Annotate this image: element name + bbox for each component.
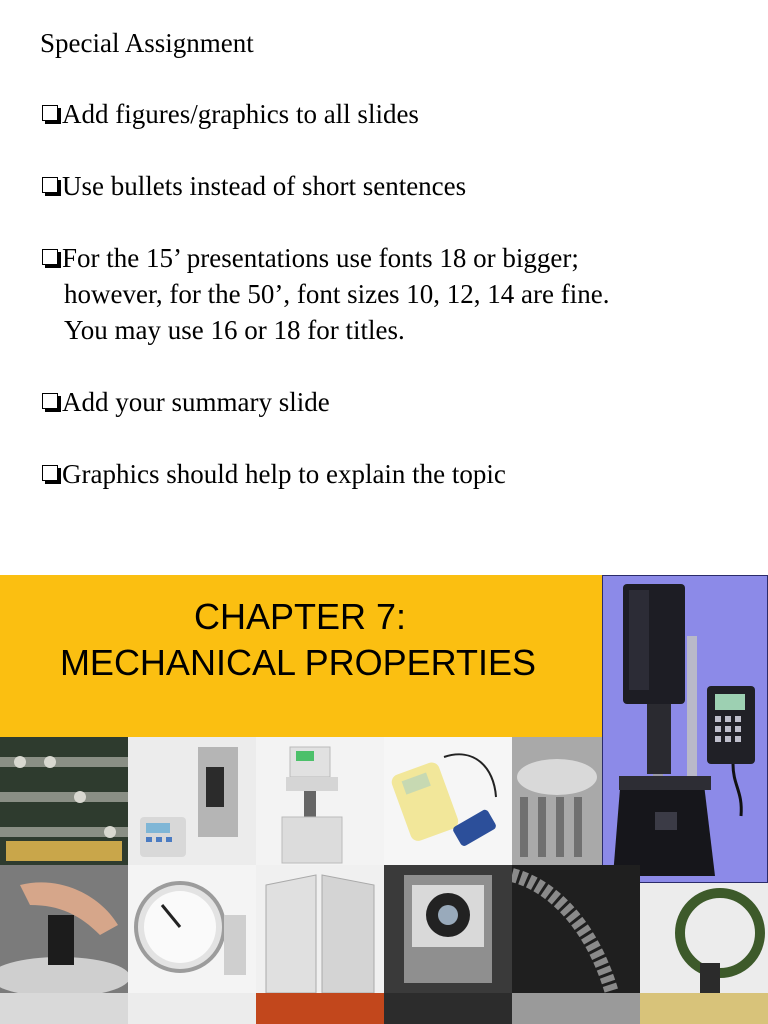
spring-coil-illustration bbox=[512, 865, 640, 993]
optical-instrument-illustration bbox=[384, 865, 512, 993]
photo-bottom-5 bbox=[512, 993, 640, 1024]
bullet-text: Use bullets instead of short sentences bbox=[62, 171, 467, 201]
photo-microhardness-tester bbox=[128, 737, 256, 865]
chapter-number: CHAPTER 7: bbox=[193, 596, 407, 637]
photo-dial-gauge bbox=[128, 865, 256, 993]
photo-gear bbox=[640, 883, 768, 993]
bullet-item bbox=[40, 240, 610, 348]
title-band bbox=[0, 575, 602, 737]
photo-portable-tester bbox=[384, 737, 512, 865]
bullet-text-continuation: You may use 16 or 18 for titles. bbox=[64, 315, 405, 345]
checkbox-bullet-icon bbox=[40, 177, 62, 193]
checkbox-bullet-icon bbox=[40, 465, 62, 481]
microhardness-illustration bbox=[128, 737, 256, 865]
photo-hand-testing bbox=[0, 865, 128, 993]
bullet-item bbox=[40, 384, 610, 420]
checkbox-bullet-icon bbox=[40, 249, 62, 265]
photo-test-cabinet bbox=[256, 865, 384, 993]
bullet-text: Graphics should help to explain the topic bbox=[62, 459, 506, 489]
bullet-text: For the 15’ presentations use fonts 18 or bigger; bbox=[62, 243, 579, 273]
assignment-bullet-list bbox=[40, 96, 610, 528]
photo-bottom-3 bbox=[256, 993, 384, 1024]
photo-bottom-2 bbox=[128, 993, 256, 1024]
checkbox-bullet-icon bbox=[40, 393, 62, 409]
hand-testing-illustration bbox=[0, 865, 128, 993]
bench-tester-illustration bbox=[256, 737, 384, 865]
photo-bottom-6 bbox=[640, 993, 768, 1024]
gear-illustration bbox=[640, 883, 768, 993]
photo-camshaft-line bbox=[0, 737, 128, 865]
photo-fixture-rack bbox=[512, 737, 602, 865]
bullet-item bbox=[40, 96, 610, 132]
camshaft-illustration bbox=[0, 737, 128, 865]
fixture-rack-illustration bbox=[512, 737, 602, 865]
photo-optical-instrument bbox=[384, 865, 512, 993]
hardness-tester-illustration bbox=[603, 576, 767, 882]
photo-spring-coil bbox=[512, 865, 640, 993]
portable-tester-illustration bbox=[384, 737, 512, 865]
hardness-tester-photo bbox=[602, 575, 768, 883]
checkbox-bullet-icon bbox=[40, 105, 62, 121]
photo-bench-hardness-tester bbox=[256, 737, 384, 865]
bullet-text: Add figures/graphics to all slides bbox=[62, 99, 419, 129]
test-cabinet-illustration bbox=[256, 865, 384, 993]
assignment-heading: Special Assignment bbox=[40, 28, 254, 58]
bullet-item bbox=[40, 168, 610, 204]
bullet-item bbox=[40, 456, 610, 492]
photo-bottom-1 bbox=[0, 993, 128, 1024]
dial-gauge-illustration bbox=[128, 865, 256, 993]
photo-bottom-4 bbox=[384, 993, 512, 1024]
chapter-title-slide bbox=[0, 575, 768, 1024]
bullet-text: Add your summary slide bbox=[62, 387, 330, 417]
bullet-text-continuation: however, for the 50’, font sizes 10, 12, 14 are fine. bbox=[64, 279, 610, 309]
chapter-title: MECHANICAL PROPERTIES bbox=[59, 642, 537, 683]
